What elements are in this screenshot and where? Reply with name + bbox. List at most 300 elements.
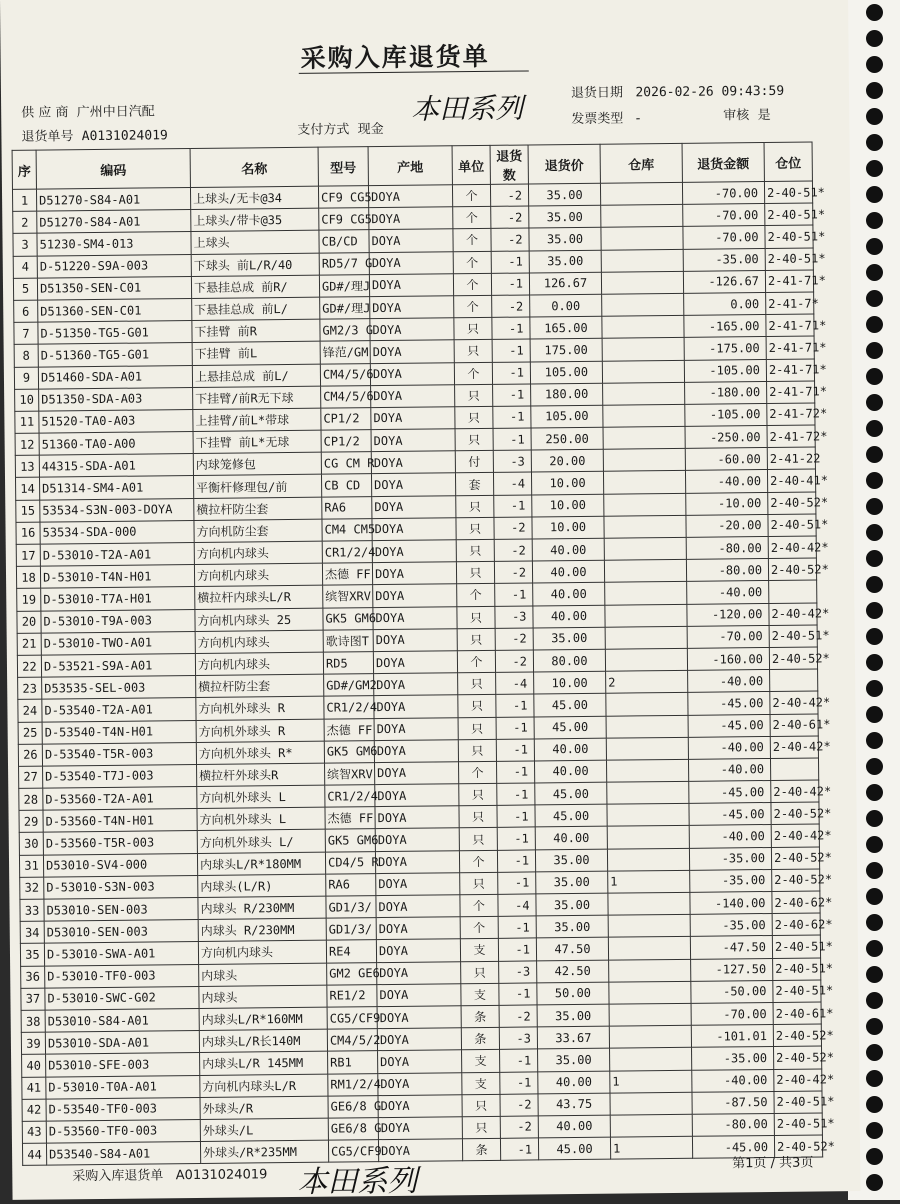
cell-name: 方向机外球头 R bbox=[196, 696, 324, 720]
returns-table bbox=[12, 141, 835, 1166]
cell-code: 51360-TA0-A00 bbox=[39, 432, 193, 456]
cell-seq: 2 bbox=[13, 211, 37, 233]
cell-name: 平衡杆修理包/前 bbox=[193, 475, 321, 499]
column-header-price: 退货价 bbox=[528, 144, 600, 184]
cell-origin: DOYA bbox=[374, 717, 458, 740]
cell-seq: 42 bbox=[22, 1099, 46, 1121]
cell-warehouse bbox=[604, 515, 686, 538]
cell-warehouse bbox=[605, 648, 687, 671]
cell-model: GK5 GM6 bbox=[325, 829, 375, 852]
feed-hole bbox=[866, 654, 883, 671]
cell-amount: -101.01 bbox=[691, 1025, 773, 1048]
cell-seq: 7 bbox=[14, 322, 38, 344]
cell-unit: 支 bbox=[460, 939, 498, 962]
cell-unit: 只 bbox=[456, 562, 494, 585]
cell-name: 下挂臂 前R bbox=[192, 319, 320, 343]
cell-price: 0.00 bbox=[530, 294, 602, 317]
cell-location: 2-40-52* bbox=[768, 558, 816, 581]
cell-code: D53010-SEN-003 bbox=[44, 897, 198, 921]
cell-name: 横拉杆外球头R bbox=[197, 763, 325, 787]
feed-hole bbox=[866, 498, 883, 515]
cell-unit: 只 bbox=[458, 739, 496, 762]
cell-location bbox=[769, 580, 817, 603]
cell-origin: DOYA bbox=[374, 739, 458, 762]
cell-amount: -40.00 bbox=[688, 736, 770, 759]
cell-location: 2-40-42* bbox=[771, 780, 819, 803]
cell-unit: 个 bbox=[454, 295, 492, 318]
cell-origin: DOYA bbox=[375, 762, 459, 785]
cell-price: 43.75 bbox=[538, 1093, 610, 1116]
cell-qty: -2 bbox=[492, 295, 530, 318]
feed-hole bbox=[866, 472, 883, 489]
cell-qty: -3 bbox=[499, 1027, 537, 1050]
cell-price: 40.00 bbox=[533, 605, 605, 628]
cell-seq: 22 bbox=[17, 655, 41, 677]
cell-qty: -2 bbox=[499, 1005, 537, 1028]
cell-price: 40.00 bbox=[532, 538, 604, 561]
cell-warehouse bbox=[602, 360, 684, 383]
cell-price: 42.50 bbox=[537, 960, 609, 983]
cell-location: 2-40-52* bbox=[771, 802, 819, 825]
cell-price: 105.00 bbox=[530, 361, 602, 384]
cell-seq: 25 bbox=[18, 722, 42, 744]
cell-seq: 28 bbox=[19, 788, 43, 810]
cell-code: D51360-SEN-C01 bbox=[38, 298, 192, 322]
column-header-location: 仓位 bbox=[764, 142, 812, 182]
cell-seq: 21 bbox=[17, 633, 41, 655]
cell-name: 内球头L/R*180MM bbox=[197, 852, 325, 876]
cell-location: 2-40-51* bbox=[764, 181, 812, 204]
cell-qty: -2 bbox=[495, 628, 533, 651]
cell-warehouse: 1 bbox=[610, 1136, 692, 1159]
cell-model: RA6 bbox=[326, 873, 376, 896]
cell-code: D-53010-T0A-A01 bbox=[46, 1075, 200, 1099]
feed-hole bbox=[866, 550, 883, 567]
cell-seq: 8 bbox=[14, 344, 38, 366]
feed-hole bbox=[866, 810, 883, 827]
cell-warehouse bbox=[607, 826, 689, 849]
cell-price: 35.00 bbox=[529, 250, 601, 273]
cell-code: D53010-S84-A01 bbox=[45, 1008, 199, 1032]
cell-name: 方向机内球头L/R bbox=[200, 1074, 328, 1098]
cell-location: 2-40-61* bbox=[770, 713, 818, 736]
cell-unit: 只 bbox=[456, 539, 494, 562]
cell-origin: DOYA bbox=[377, 961, 461, 984]
cell-amount: -80.00 bbox=[686, 536, 768, 559]
cell-seq: 31 bbox=[19, 855, 43, 877]
cell-origin: DOYA bbox=[375, 806, 459, 829]
cell-location: 2-41-22 bbox=[767, 447, 815, 470]
cell-seq: 1 bbox=[12, 189, 36, 211]
cell-model: CG5/CF9 bbox=[327, 1007, 377, 1030]
cell-origin: DOYA bbox=[373, 606, 457, 629]
feed-hole bbox=[866, 1044, 883, 1061]
cell-qty: -1 bbox=[496, 739, 534, 762]
cell-price: 165.00 bbox=[530, 316, 602, 339]
cell-model: CP1/2 bbox=[321, 430, 371, 453]
cell-model: CB/CD bbox=[319, 230, 369, 253]
cell-model: CR1/2/4 bbox=[325, 785, 375, 808]
cell-code: 53534-SDA-000 bbox=[40, 520, 194, 544]
cell-seq: 5 bbox=[13, 278, 37, 300]
cell-location: 2-40-42* bbox=[771, 824, 819, 847]
feed-hole bbox=[866, 914, 883, 931]
cell-name: 上球头/无卡@34 bbox=[190, 186, 318, 210]
cell-origin: DOYA bbox=[372, 518, 456, 541]
invoice-type-label: 发票类型 bbox=[571, 111, 624, 128]
cell-location: 2-41-71* bbox=[767, 381, 815, 404]
cell-amount: -20.00 bbox=[686, 514, 768, 537]
review-value: 是 bbox=[757, 107, 771, 124]
cell-warehouse bbox=[606, 715, 688, 738]
cell-qty: -3 bbox=[495, 606, 533, 629]
cell-seq: 30 bbox=[19, 833, 43, 855]
cell-model: CG CM R bbox=[321, 452, 371, 475]
cell-origin: DOYA bbox=[376, 939, 460, 962]
cell-qty: -1 bbox=[493, 428, 531, 451]
cell-name: 外球头/L bbox=[200, 1118, 328, 1142]
cell-code: D-53540-T5R-003 bbox=[42, 742, 196, 766]
feed-hole bbox=[866, 368, 883, 385]
feed-hole bbox=[866, 1018, 883, 1035]
cell-seq: 13 bbox=[15, 455, 39, 477]
cell-price: 175.00 bbox=[530, 339, 602, 362]
cell-location: 2-40-51* bbox=[765, 225, 813, 248]
cell-unit: 只 bbox=[462, 1116, 500, 1139]
cell-origin: DOYA bbox=[378, 1117, 462, 1140]
invoice-type-value: - bbox=[635, 111, 641, 127]
cell-amount: -45.00 bbox=[688, 692, 770, 715]
cell-qty: -1 bbox=[491, 251, 529, 274]
feed-hole bbox=[866, 212, 883, 229]
feed-hole bbox=[866, 56, 883, 73]
cell-location: 2-40-42* bbox=[770, 736, 818, 759]
cell-location: 2-40-51* bbox=[765, 203, 813, 226]
feed-hole bbox=[866, 1096, 883, 1113]
cell-unit: 只 bbox=[454, 317, 492, 340]
cell-location: 2-40-52* bbox=[772, 869, 820, 892]
cell-amount: -40.00 bbox=[688, 670, 770, 693]
feed-hole bbox=[866, 1122, 883, 1139]
cell-unit: 只 bbox=[457, 628, 495, 651]
cell-origin: DOYA bbox=[375, 850, 459, 873]
cell-code: D-53560-T5R-003 bbox=[43, 831, 197, 855]
cell-code: D53010-SEN-003 bbox=[44, 920, 198, 944]
cell-price: 35.00 bbox=[536, 915, 608, 938]
feed-hole bbox=[866, 186, 883, 203]
feed-hole bbox=[866, 628, 883, 645]
payment-label: 支付方式 bbox=[297, 122, 350, 138]
cell-warehouse bbox=[607, 804, 689, 827]
cell-qty: -1 bbox=[492, 339, 530, 362]
cell-name: 方向机内球头 bbox=[194, 541, 322, 565]
cell-unit: 个 bbox=[453, 229, 491, 252]
cell-qty: -1 bbox=[497, 850, 535, 873]
cell-seq: 19 bbox=[17, 588, 41, 610]
cell-name: 方向机内球头 bbox=[195, 630, 323, 654]
return-date-value: 2026-02-26 09:43:59 bbox=[635, 83, 785, 101]
cell-price: 35.00 bbox=[529, 228, 601, 251]
cell-seq: 35 bbox=[20, 943, 44, 965]
cell-seq: 26 bbox=[18, 744, 42, 766]
cell-location: 2-40-52* bbox=[769, 647, 817, 670]
cell-amount: -40.00 bbox=[692, 1069, 774, 1092]
column-header-qty: 退货数 bbox=[490, 145, 528, 184]
cell-model: GM2/3 G bbox=[320, 319, 370, 342]
cell-origin: DOYA bbox=[376, 917, 460, 940]
cell-name: 下挂臂/前R无下球 bbox=[193, 386, 321, 410]
cell-seq: 12 bbox=[15, 433, 39, 455]
feed-hole bbox=[866, 264, 883, 281]
cell-amount: -160.00 bbox=[687, 647, 769, 670]
cell-unit: 只 bbox=[457, 606, 495, 629]
cell-warehouse bbox=[600, 182, 682, 205]
cell-seq: 38 bbox=[21, 1010, 45, 1032]
cell-seq: 37 bbox=[21, 988, 45, 1010]
cell-code: D-51350-TG5-G01 bbox=[38, 321, 192, 345]
cell-amount: -80.00 bbox=[692, 1113, 774, 1136]
feed-hole bbox=[866, 316, 883, 333]
cell-model: CM4/5/6 bbox=[321, 385, 371, 408]
cell-warehouse bbox=[601, 249, 683, 272]
feed-hole bbox=[866, 576, 883, 593]
cell-origin: DOYA bbox=[374, 695, 458, 718]
cell-seq: 16 bbox=[16, 522, 40, 544]
cell-model: CB CD bbox=[321, 474, 371, 497]
cell-origin: DOYA bbox=[378, 1050, 462, 1073]
cell-amount: -47.50 bbox=[690, 936, 772, 959]
cell-code: D53540-S84-A01 bbox=[46, 1142, 200, 1166]
cell-location: 2-40-42* bbox=[768, 536, 816, 559]
cell-warehouse bbox=[606, 693, 688, 716]
cell-origin: DOYA bbox=[369, 229, 453, 252]
handwritten-signature-bottom: 本田系列 bbox=[297, 1163, 418, 1200]
cell-qty: -1 bbox=[500, 1049, 538, 1072]
cell-warehouse bbox=[609, 959, 691, 982]
cell-amount: -165.00 bbox=[684, 315, 766, 338]
cell-amount: -250.00 bbox=[685, 426, 767, 449]
cell-amount: -70.00 bbox=[683, 204, 765, 227]
cell-price: 35.00 bbox=[533, 627, 605, 650]
cell-origin: DOYA bbox=[373, 584, 457, 607]
cell-amount: -40.00 bbox=[689, 825, 771, 848]
cell-price: 35.00 bbox=[528, 183, 600, 206]
feed-hole bbox=[866, 160, 883, 177]
cell-model: CP1/2 bbox=[321, 408, 371, 431]
footer-doc-name: 采购入库退货单 bbox=[72, 1168, 164, 1185]
footer-doc bbox=[72, 1163, 267, 1184]
cell-unit: 只 bbox=[459, 806, 497, 829]
cell-qty: -2 bbox=[491, 228, 529, 251]
cell-price: 45.00 bbox=[534, 694, 606, 717]
cell-warehouse bbox=[610, 1092, 692, 1115]
cell-location: 2-40-52* bbox=[774, 1046, 822, 1069]
feed-hole bbox=[866, 134, 883, 151]
feed-hole bbox=[866, 1070, 883, 1087]
cell-code: D-51220-S9A-003 bbox=[37, 254, 191, 278]
cell-unit: 只 bbox=[455, 428, 493, 451]
cell-unit: 只 bbox=[460, 872, 498, 895]
cell-origin: DOYA bbox=[375, 828, 459, 851]
cell-qty: -2 bbox=[494, 517, 532, 540]
cell-origin: DOYA bbox=[377, 1028, 461, 1051]
cell-price: 47.50 bbox=[536, 938, 608, 961]
cell-unit: 只 bbox=[458, 695, 496, 718]
cell-warehouse bbox=[604, 560, 686, 583]
cell-amount: -87.50 bbox=[692, 1091, 774, 1114]
cell-model: 缤智XRV bbox=[323, 585, 373, 608]
cell-amount: -120.00 bbox=[687, 603, 769, 626]
cell-location: 2-41-71* bbox=[766, 314, 814, 337]
cell-code: 44315-SDA-A01 bbox=[39, 454, 193, 478]
cell-unit: 个 bbox=[457, 650, 495, 673]
cell-unit: 只 bbox=[454, 340, 492, 363]
feed-hole bbox=[866, 420, 883, 437]
cell-name: 内球头 R/230MM bbox=[198, 896, 326, 920]
cell-amount: -35.00 bbox=[683, 248, 765, 271]
cell-origin: DOYA bbox=[370, 340, 454, 363]
cell-unit: 个 bbox=[459, 761, 497, 784]
cell-name: 外球头/R*235MM bbox=[200, 1140, 328, 1164]
cell-warehouse bbox=[602, 293, 684, 316]
cell-model: GD#/理J bbox=[320, 297, 370, 320]
cell-origin: DOYA bbox=[376, 895, 460, 918]
document-title: 采购入库退货单 bbox=[300, 41, 490, 73]
cell-code: D53535-SEL-003 bbox=[42, 676, 196, 700]
feed-hole bbox=[866, 108, 883, 125]
cell-price: 35.00 bbox=[538, 1048, 610, 1071]
return-no-value: A0131024019 bbox=[81, 128, 168, 145]
cell-code: D53010-SFE-003 bbox=[46, 1053, 200, 1077]
cell-name: 方向机外球头 R bbox=[196, 719, 324, 743]
cell-model: RB1 bbox=[328, 1051, 378, 1074]
cell-name: 下挂臂 前L*无球 bbox=[193, 430, 321, 454]
cell-amount: -180.00 bbox=[685, 381, 767, 404]
cell-warehouse bbox=[608, 937, 690, 960]
cell-unit: 套 bbox=[455, 473, 493, 496]
cell-price: 35.00 bbox=[536, 893, 608, 916]
feed-hole bbox=[866, 446, 883, 463]
cell-amount: -10.00 bbox=[686, 492, 768, 515]
cell-warehouse bbox=[604, 493, 686, 516]
cell-qty: -4 bbox=[493, 472, 531, 495]
cell-model: GM2 GE6 bbox=[327, 962, 377, 985]
cell-code: D51350-SDA-A03 bbox=[39, 387, 193, 411]
cell-amount: -105.00 bbox=[685, 403, 767, 426]
cell-model: GE6/8 G bbox=[328, 1095, 378, 1118]
cell-model: RM1/2/4 bbox=[328, 1073, 378, 1096]
cell-model: GD#/理J bbox=[319, 274, 369, 297]
feed-hole bbox=[866, 394, 883, 411]
cell-code: D-53010-SWC-G02 bbox=[45, 986, 199, 1010]
cell-name: 方向机防尘套 bbox=[194, 519, 322, 543]
cell-location bbox=[770, 669, 818, 692]
cell-model: GD#/GM2 bbox=[324, 674, 374, 697]
cell-name: 内球头L/R 145MM bbox=[200, 1051, 328, 1075]
cell-model: GD1/3/ bbox=[326, 896, 376, 919]
cell-price: 126.67 bbox=[529, 272, 601, 295]
cell-origin: DOYA bbox=[370, 318, 454, 341]
cell-origin: DOYA bbox=[368, 185, 452, 208]
cell-warehouse bbox=[608, 892, 690, 915]
column-header-code: 编码 bbox=[36, 149, 190, 190]
cell-seq: 17 bbox=[16, 544, 40, 566]
cell-name: 上球头/带卡@35 bbox=[191, 208, 319, 232]
cell-seq: 27 bbox=[19, 766, 43, 788]
cell-name: 方向机内球头 bbox=[194, 563, 322, 587]
cell-seq: 36 bbox=[21, 966, 45, 988]
cell-origin: DOYA bbox=[372, 562, 456, 585]
cell-warehouse bbox=[607, 848, 689, 871]
cell-model: 杰德 FF bbox=[324, 718, 374, 741]
cell-price: 250.00 bbox=[531, 427, 603, 450]
cell-seq: 41 bbox=[22, 1077, 46, 1099]
feed-hole bbox=[866, 602, 883, 619]
cell-unit: 个 bbox=[457, 584, 495, 607]
cell-origin: DOYA bbox=[377, 1006, 461, 1029]
feed-hole bbox=[866, 1148, 883, 1165]
cell-model: 歌诗图T bbox=[323, 629, 373, 652]
cell-name: 横拉杆防尘套 bbox=[194, 497, 322, 521]
cell-location: 2-40-41* bbox=[767, 469, 815, 492]
cell-price: 45.00 bbox=[534, 716, 606, 739]
cell-warehouse bbox=[602, 315, 684, 338]
cell-model: RA6 bbox=[322, 496, 372, 519]
cell-amount: -35.00 bbox=[690, 869, 772, 892]
cell-seq: 44 bbox=[22, 1143, 46, 1165]
cell-price: 105.00 bbox=[531, 405, 603, 428]
cell-amount: -40.00 bbox=[687, 581, 769, 604]
cell-unit: 只 bbox=[455, 384, 493, 407]
cell-location: 2-40-51* bbox=[769, 625, 817, 648]
cell-price: 40.00 bbox=[534, 738, 606, 761]
cell-qty: -2 bbox=[494, 539, 532, 562]
cell-qty: -1 bbox=[500, 1138, 538, 1161]
handwritten-signature-top: 本田系列 bbox=[410, 91, 524, 126]
cell-unit: 支 bbox=[462, 1072, 500, 1095]
cell-origin: DOYA bbox=[371, 473, 455, 496]
cell-qty: -2 bbox=[494, 561, 532, 584]
cell-origin: DOYA bbox=[371, 451, 455, 474]
cell-amount: -70.00 bbox=[687, 625, 769, 648]
cell-code: D-53540-TF0-003 bbox=[46, 1097, 200, 1121]
cell-seq: 40 bbox=[22, 1054, 46, 1076]
cell-warehouse bbox=[606, 759, 688, 782]
cell-model: CD4/5 R bbox=[325, 851, 375, 874]
table-body bbox=[12, 181, 835, 1166]
feed-hole bbox=[866, 4, 883, 21]
cell-amount: 0.00 bbox=[684, 292, 766, 315]
cell-code: D-53010-T2A-A01 bbox=[40, 542, 194, 566]
supplier-label: 供 应 商 bbox=[21, 105, 69, 121]
cell-amount: -45.00 bbox=[692, 1136, 774, 1159]
cell-warehouse bbox=[603, 404, 685, 427]
feed-hole bbox=[866, 732, 883, 749]
cell-price: 35.00 bbox=[537, 1004, 609, 1027]
cell-unit: 个 bbox=[459, 850, 497, 873]
cell-qty: -1 bbox=[492, 361, 530, 384]
cell-location: 2-40-52* bbox=[773, 1024, 821, 1047]
cell-price: 35.00 bbox=[536, 871, 608, 894]
cell-amount: -35.00 bbox=[689, 847, 771, 870]
cell-code: D-53521-S9A-A01 bbox=[41, 653, 195, 677]
cell-unit: 支 bbox=[462, 1050, 500, 1073]
cell-amount: -60.00 bbox=[685, 448, 767, 471]
cell-amount: -70.00 bbox=[691, 1002, 773, 1025]
cell-code: D-53010-T9A-003 bbox=[41, 609, 195, 633]
cell-amount: -50.00 bbox=[691, 980, 773, 1003]
cell-origin: DOYA bbox=[370, 296, 454, 319]
